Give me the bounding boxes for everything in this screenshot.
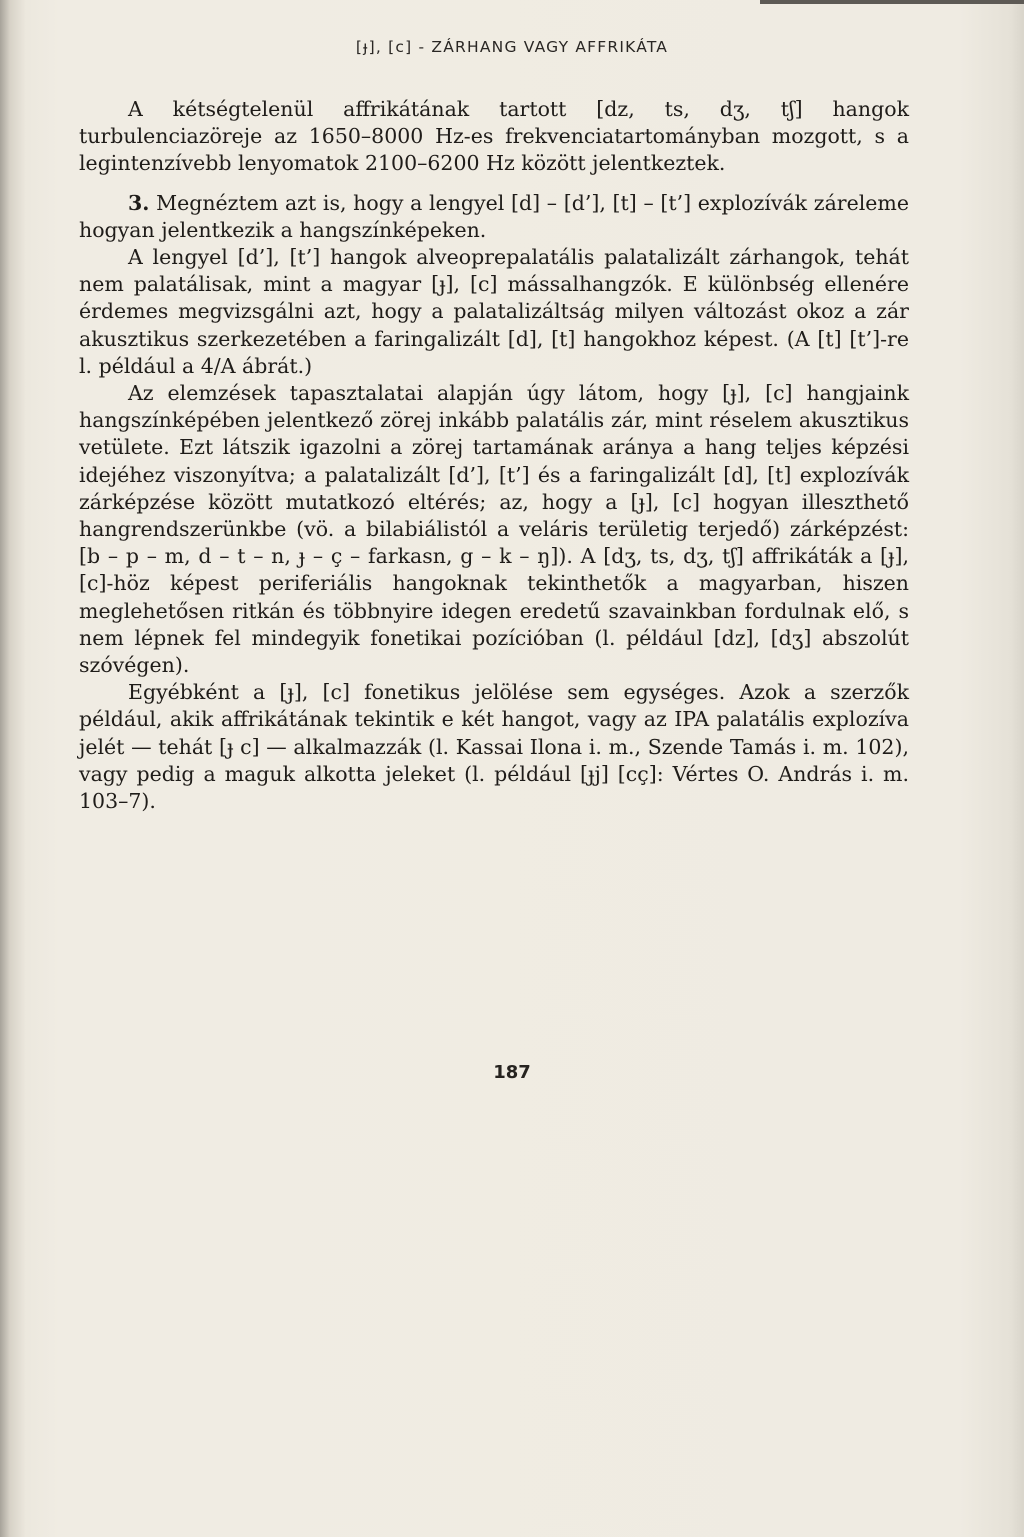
paragraph-phonetic-notation: Egyébként a [ɟ], [c] fonetikus jelölése sem egységes. Azok a szerzők például, akik affrikátának tekintik e két hangot, vagy az IPA palatális explozíva jelét — tehát [ɟ c] — alkalmazzák (l. Kassai Ilona i. m., Szende Tamás i. m. 102), vagy pedig a maguk alkotta jeleket (l. például [ɟj] [cç]: Vértes O. András i. m. 103–7). [79, 680, 909, 814]
page-number: 187 [493, 1062, 531, 1083]
section-number: 3. [128, 190, 150, 215]
paragraph-analysis-findings: Az elemzések tapasztalatai alapján úgy látom, hogy [ɟ], [c] hangjaink hangszínképében jelentkező zörej inkább palatális zár, mint réselem akusztikus vetülete. Ezt látszik igazolni a zörej tartamának aránya a hang teljes képzési idejéhez viszonyítva; a palatalizált [d’], [t’] és a faringalizált [d], [t] explozívák zárképzése között mutatkozó eltérés; az, hogy a [ɟ], [c] hogyan illeszthető hangrendszerünkbe (vö. a bilabiálistól a veláris területig terjedő) zárképzést: [b – p – m, d – t – n, ɟ – ç – farkasn, g – k – ŋ]). A [dʒ, ts, dʒ, tʃ] affrikáták a [ɟ], [c]-höz képest periferiális hangoknak tekinthetők a magyarban, hiszen meglehetősen ritkán és többnyire idegen eredetű szavainkban fordulnak elő, s nem lépnek fel mindegyik fonetikai pozícióban (l. például [dz], [dʒ] abszolút szóvégen). [79, 381, 909, 678]
paragraph-polish-palatalized: A lengyel [d’], [t’] hangok alveoprepalatális palatalizált zárhangok, tehát nem palatálisak, mint a magyar [ɟ], [c] mássalhangzók. E különbség ellenére érdemes megvizsgálni azt, hogy a palatalizáltság milyen változást okoz a zár akusztikus szerkezetében a faringalizált [d], [t] hangokhoz képest. (A [t] [t’]-re l. például a 4/A ábrát.) [79, 245, 909, 378]
body-text [79, 96, 909, 815]
running-header: [ɟ], [c] - ZÁRHANG VAGY AFFRIKÁTA [355, 38, 669, 56]
paragraph-affricate-turbulence: A kétségtelenül affrikátának tartott [dz, ts, dʒ, tʃ] hangok turbulenciazöreje az 1650–8000 Hz-es frekvenciatartományban mozgott, s a legintenzívebb lenyomatok 2100–6200 Hz között jelentkeztek. [79, 97, 909, 176]
paragraph-polish-explosives-text: Megnéztem azt is, hogy a lengyel [d] – [d’], [t] – [t’] explozívák záreleme hogyan jelentkezik a hangszínképeken. [79, 190, 909, 242]
paragraph-polish-explosives [79, 190, 909, 244]
